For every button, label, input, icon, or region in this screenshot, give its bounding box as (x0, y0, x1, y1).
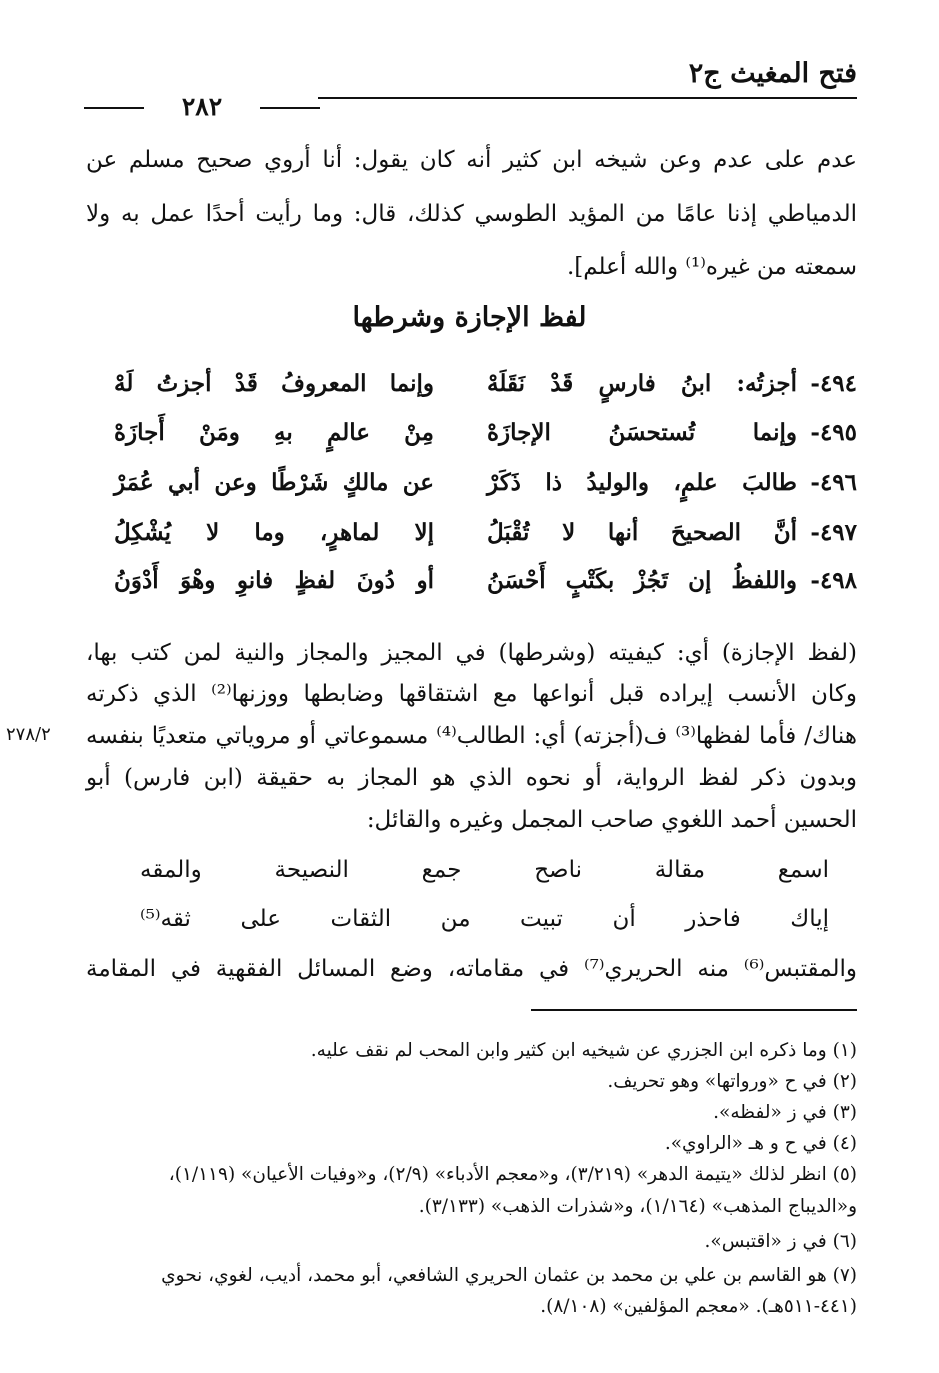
verse-second-hemistich: أو دُونَ لفظٍ فانوِ وهْوَ أَدْوَنُ (114, 567, 434, 594)
intro-line-1: عدم على عدم وعن شيخه ابن كثير أنه كان يقول: أنا أروي صحيح مسلم عن (86, 147, 857, 173)
verse-second-hemistich: إلا لماهرٍ، وما لا يُشْكِلُ (114, 519, 434, 546)
verse-495 (86, 419, 857, 471)
footnote-5-continued: و«الديباج المذهب» (١/١٦٤)، و«شذرات الذهب» (٣/١٣٣). (418, 1196, 857, 1217)
verse-494 (86, 370, 857, 422)
footnote-2: (٢) في ح «ورواتها» وهو تحريف. (607, 1071, 857, 1092)
verse-number: ٤٩٨- (810, 567, 857, 594)
margin-reference: ٢٧٨/٢ (6, 724, 51, 745)
verse-496 (86, 469, 857, 521)
footnote-7: (٧) هو القاسم بن علي بن محمد بن عثمان الحريري الشافعي، أبو محمد، أديب، لغوي، نحوي (161, 1265, 857, 1286)
footnote-5: (٥) انظر لذلك «يتيمة الدهر» (٣/٢١٩)، و«معجم الأدباء» (٢/٩)، و«وفيات الأعيان» (١/١١٩)، (168, 1164, 857, 1185)
verse-first-hemistich: وإنما تُستحسَنُ الإجازَهْ (487, 419, 797, 446)
verse-497 (86, 519, 857, 571)
poem-line-2: إياك فاحذر أن تبيت من الثقات على ثقه⁽⁵⁾ (140, 906, 829, 932)
verse-first-hemistich: أنَّ الصحيحَ أنها لا تُقْبَلُ (487, 519, 797, 546)
page-number: ٢٨٢ (86, 90, 318, 124)
verse-498 (86, 567, 857, 619)
commentary-line-3: هناك/ فأما لفظها⁽³⁾ ف(أجزته) أي: الطالب⁽⁴⁾ مسموعاتي أو مروياتي متعديًا بنفسه (86, 723, 857, 749)
commentary-line-1: (لفظ الإجازة) أي: كيفيته (وشرطها) في المجيز والمجاز والنية لمن كتب بها، (86, 640, 857, 666)
verse-first-hemistich: واللفظُ إن تَجُزْ بكَتْبٍ أَحْسَنُ (487, 567, 797, 594)
footnote-3: (٣) في ز «لفظه». (713, 1102, 857, 1123)
intro-line-3: سمعته من غيره⁽¹⁾ والله أعلم]. (566, 254, 857, 280)
footnote-4: (٤) في ح و هـ «الراوي». (664, 1133, 857, 1154)
section-heading: لفظ الإجازة وشرطها (352, 302, 587, 333)
verse-second-hemistich: مِنْ عالمٍ بهِ ومَنْ أَجازَهْ (114, 419, 434, 446)
poem-line-1: اسمع مقالة ناصح جمع النصيحة والمقه (140, 857, 829, 883)
intro-line-2: الدمياطي إذنا عامًا من المؤيد الطوسي كذلك، قال: وما رأيت أحدًا عمل به ولا (86, 201, 857, 227)
running-header-title: فتح المغيث ج٢ (688, 58, 857, 89)
verse-number: ٤٩٥- (810, 419, 857, 446)
verse-second-hemistich: عن مالكٍ شَرْطًا وعن أبي عُمَرْ (114, 469, 434, 496)
footnote-separator (531, 1009, 857, 1011)
closing-line: والمقتبس⁽⁶⁾ منه الحريري⁽⁷⁾ في مقاماته، وضع المسائل الفقهية في المقامة (86, 956, 857, 982)
commentary-line-2: وكان الأنسب إيراده قبل أنواعها مع اشتقاقها وضابطها ووزنها⁽²⁾ الذي ذكرته (86, 681, 857, 707)
commentary-line-5: الحسين أحمد اللغوي صاحب المجمل وغيره والقائل: (366, 807, 857, 833)
commentary-line-4: وبدون ذكر لفظ الرواية، أو نحوه الذي هو المجاز به حقيقة (ابن فارس) أبو (86, 765, 857, 791)
verse-number: ٤٩٦- (810, 469, 857, 496)
footnote-6: (٦) في ز «اقتبس». (704, 1231, 857, 1252)
footnote-7-continued: (٤٤١-٥١١هـ). «معجم المؤلفين» (٨/١٠٨). (540, 1296, 857, 1317)
verse-first-hemistich: طالبَ علمٍ، والوليدُ ذا ذَكَرْ (487, 469, 797, 496)
verse-number: ٤٩٤- (810, 370, 857, 397)
verse-number: ٤٩٧- (810, 519, 857, 546)
footnote-1: (١) وما ذكره ابن الجزري عن شيخيه ابن كثير وابن المحب لم نقف عليه. (310, 1040, 857, 1061)
verse-second-hemistich: وإنما المعروفُ قَدْ أجزتُ لَهْ (114, 370, 434, 397)
verse-first-hemistich: أجزتُه: ابنُ فارسٍ قَدْ نَقَلَهْ (487, 370, 797, 397)
